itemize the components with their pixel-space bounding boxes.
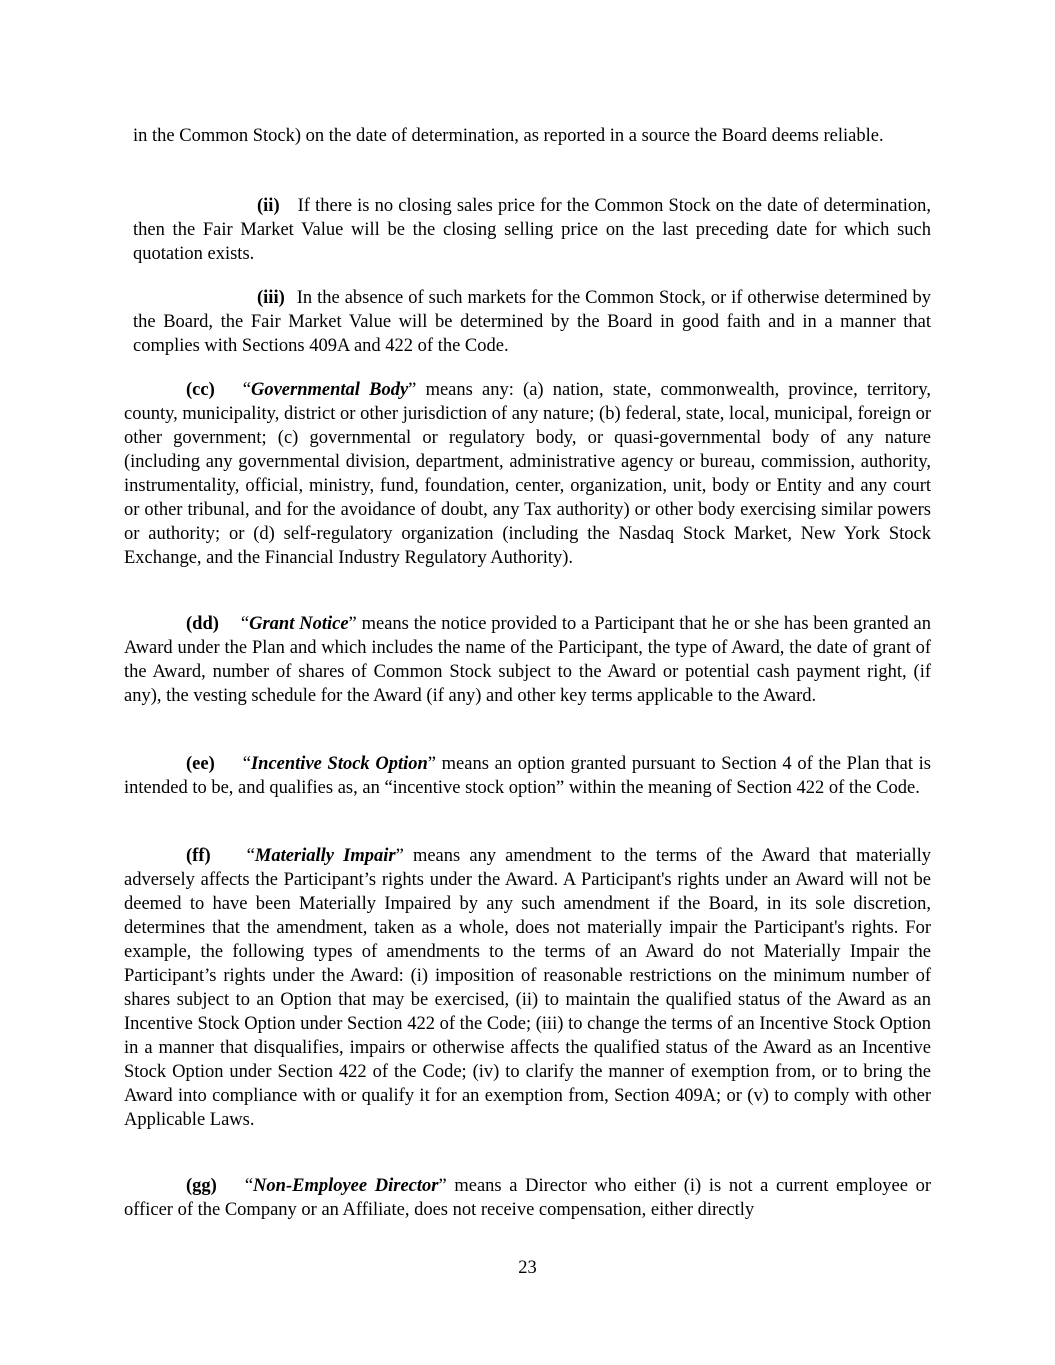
definition-number: (ee): [186, 754, 215, 774]
sub-item-number: (ii): [257, 196, 280, 216]
definition-non-employee-director: (gg) “Non-Employee Director” means a Director who either (i) is not a current employee or officer of the Company or an Affiliate, does not receive compensation, either directly: [124, 1176, 931, 1220]
defined-term: Incentive Stock Option: [250, 754, 428, 774]
continuation-text: in the Common Stock) on the date of determination, as reported in a source the Board deems reliable.: [133, 126, 884, 146]
defined-term: Grant Notice: [249, 614, 349, 634]
definition-text: means any: (a) nation, state, commonwealth, province, territory, county, municipality, district or other jurisdiction of any nature; (b) federal, state, local, municipal, foreign or other government; (c) governmental or regulatory body, or quasi-governmental body of any nature (including any governmental division, department, administrative agency or bureau, commission, authority, instrumentality, official, ministry, fund, foundation, center, organization, unit, body or Entity and any court or other tribunal, and for the avoidance of doubt, any Tax authority) or other body exercising similar powers or authority; or (d) self-regulatory organization (including the Nasdaq Stock Market, New York Stock Exchange, and the Financial Industry Regulatory Authority).: [124, 380, 931, 568]
definition-number: (dd): [186, 614, 219, 634]
continuation-paragraph: [133, 124, 931, 148]
page-number: 23: [518, 1258, 537, 1278]
sub-item-text: If there is no closing sales price for the Common Stock on the date of determination, then the Fair Market Value will be the closing selling price on the last preceding date for which such quotation exists.: [133, 196, 931, 264]
sub-item-iii: [133, 286, 931, 358]
sub-item-number: (iii): [257, 288, 285, 308]
definition-grant-notice: (dd) “Grant Notice” means the notice provided to a Participant that he or she has been granted an Award under the Plan and which includes the name of the Participant, the type of Award, the date of grant of the Award, number of shares of Common Stock subject to the Award or potential cash payment right, (if any), the vesting schedule for the Award (if any) and other key terms applicable to the Award.: [124, 614, 931, 706]
definition-text: means the notice provided to a Participant that he or she has been granted an Award under the Plan and which includes the name of the Participant, the type of Award, the date of grant of the Award, number of shares of Common Stock subject to the Award or potential cash payment right, (if any), the vesting schedule for the Award (if any) and other key terms applicable to the Award.: [124, 614, 931, 706]
definition-number: (ff): [186, 846, 211, 866]
defined-term: Governmental Body: [250, 380, 409, 400]
definition-governmental-body: (cc) “Governmental Body” means any: (a) nation, state, commonwealth, province, territory, county, municipality, district or other jurisdiction of any nature; (b) federal, state, local, municipal, foreign or other government; (c) governmental or regulatory body, or quasi-governmental body of any nature (including any governmental division, department, administrative agency or bureau, commission, authority, instrumentality, official, ministry, fund, foundation, center, organization, unit, body or Entity and any court or other tribunal, and for the avoidance of doubt, any Tax authority) or other body exercising similar powers or authority; or (d) self-regulatory organization (including the Nasdaq Stock Market, New York Stock Exchange, and the Financial Industry Regulatory Authority).: [124, 380, 931, 568]
definition-number: (cc): [186, 380, 215, 400]
sub-item-ii: [133, 194, 931, 266]
definition-incentive-stock-option: (ee) “Incentive Stock Option” means an option granted pursuant to Section 4 of the Plan that is intended to be, and qualifies as, an “incentive stock option” within the meaning of Section 422 of the Code.: [124, 754, 931, 798]
definition-materially-impair: (ff) “Materially Impair” means any amendment to the terms of the Award that materially adversely affects the Participant’s rights under the Award. A Participant's rights under an Award will not be deemed to have been Materially Impaired by any such amendment if the Board, in its sole discretion, determines that the amendment, taken as a whole, does not materially impair the Participant's rights. For example, the following types of amendments to the terms of an Award do not Materially Impair the Participant’s rights under the Award: (i) imposition of reasonable restrictions on the minimum number of shares subject to an Option that may be exercised, (ii) to maintain the qualified status of the Award as an Incentive Stock Option under Section 422 of the Code; (iii) to change the terms of an Incentive Stock Option in a manner that disqualifies, impairs or otherwise affects the qualified status of the Award as an Incentive Stock Option under Section 422 of the Code; (iv) to clarify the manner of exemption from, or to bring the Award into compliance with or qualify it for an exemption from, Section 409A; or (v) to comply with other Applicable Laws.: [124, 846, 932, 1130]
sub-item-text: In the absence of such markets for the Common Stock, or if otherwise determined by the Board, the Fair Market Value will be determined by the Board in good faith and in a manner that complies with Sections 409A and 422 of the Code.: [133, 288, 931, 356]
definition-text: means any amendment to the terms of the Award that materially adversely affects the Participant’s rights under the Award. A Participant's rights under an Award will not be deemed to have been Materially Impaired by any such amendment if the Board, in its sole discretion, determines that the amendment, taken as a whole, does not materially impair the Participant's rights. For example, the following types of amendments to the terms of an Award do not Materially Impair the Participant’s rights under the Award: (i) imposition of reasonable restrictions on the minimum number of shares subject to an Option that may be exercised, (ii) to maintain the qualified status of the Award as an Incentive Stock Option under Section 422 of the Code; (iii) to change the terms of an Incentive Stock Option in a manner that disqualifies, impairs or otherwise affects the qualified status of the Award as an Incentive Stock Option under Section 422 of the Code; (iv) to clarify the manner of exemption from, or to bring the Award into compliance with or qualify it for an exemption from, Section 409A; or (v) to comply with other Applicable Laws.: [124, 846, 932, 1130]
definition-text: means a Director who either (i) is not a current employee or officer of the Company or an Affiliate, does not receive compensation, either directly: [124, 1176, 931, 1220]
definition-text: means an option granted pursuant to Section 4 of the Plan that is intended to be, and qualifies as, an “incentive stock option” within the meaning of Section 422 of the Code.: [124, 754, 931, 798]
definition-number: (gg): [186, 1176, 217, 1196]
defined-term: Non-Employee Director: [253, 1176, 439, 1196]
defined-term: Materially Impair: [254, 846, 396, 866]
